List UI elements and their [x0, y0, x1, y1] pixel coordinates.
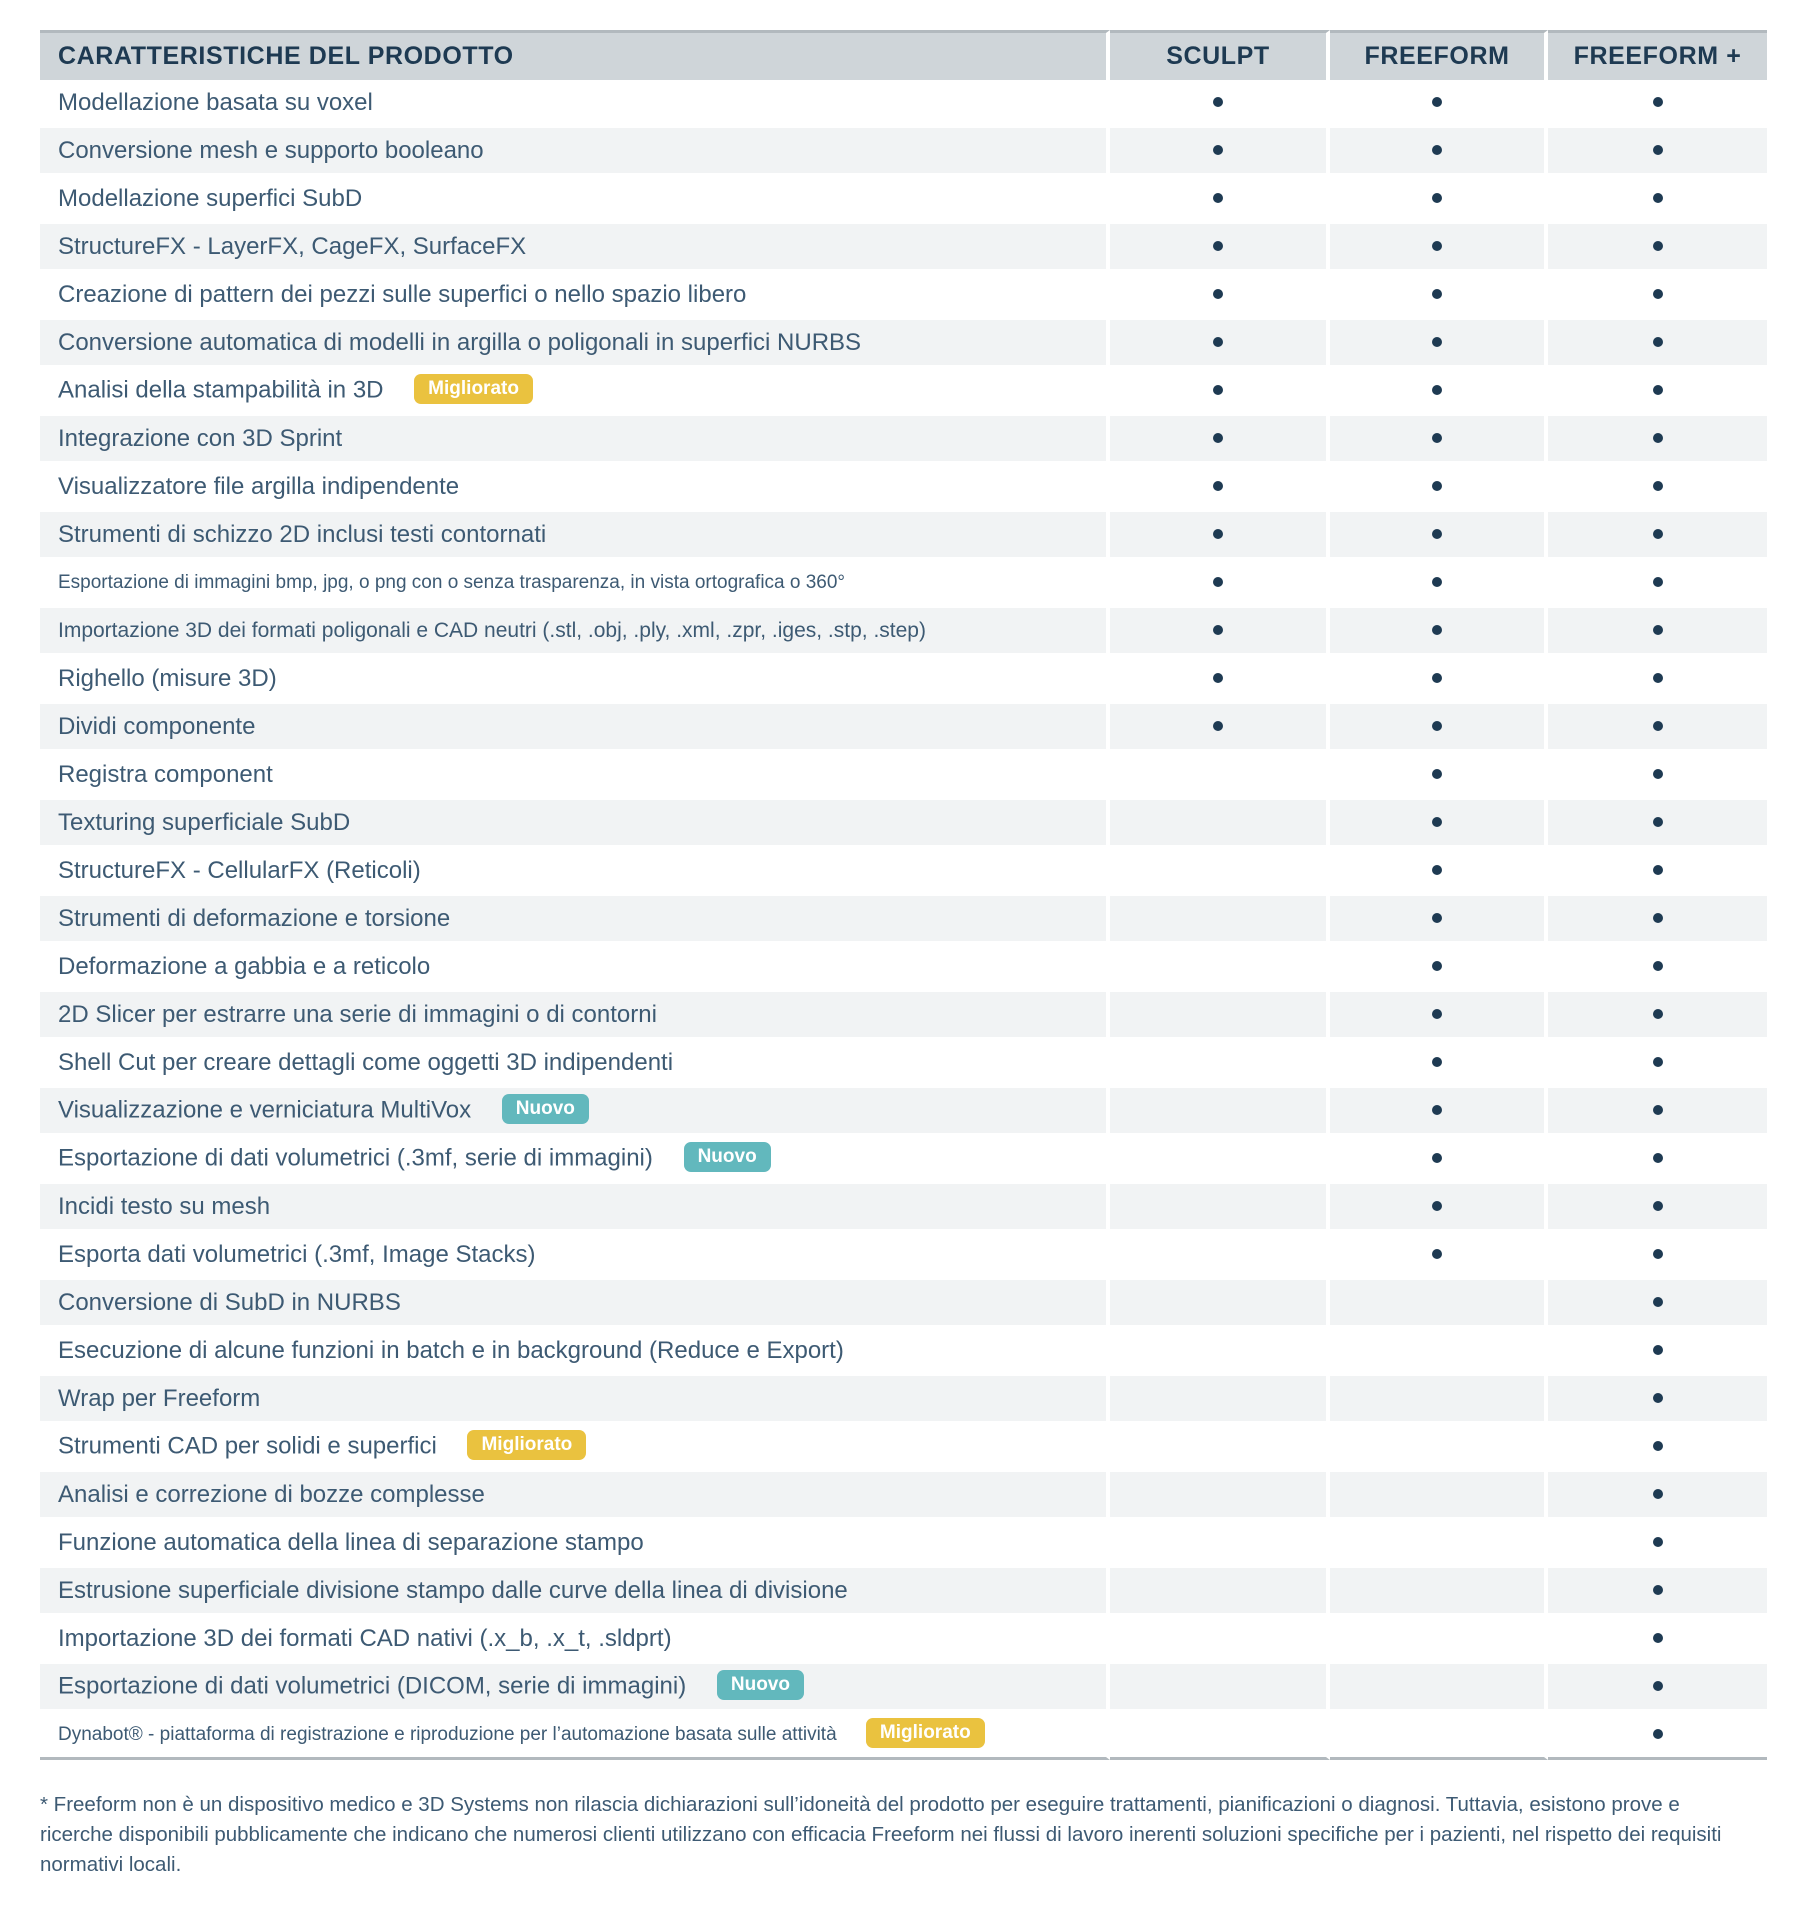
- sculpt-cell: [1110, 1088, 1330, 1136]
- feature-cell: [40, 1136, 1110, 1184]
- feature-cell: [40, 1328, 1110, 1376]
- freeform-cell: [1330, 656, 1548, 704]
- included-dot-icon: [1432, 1201, 1442, 1211]
- feature-cell: [40, 368, 1110, 416]
- included-dot-icon: [1213, 337, 1223, 347]
- included-dot-icon: [1653, 913, 1663, 923]
- included-dot-icon: [1653, 1729, 1663, 1739]
- freeform-plus-cell: [1548, 896, 1767, 944]
- included-dot-icon: [1653, 97, 1663, 107]
- included-dot-icon: [1432, 433, 1442, 443]
- table-row: [40, 416, 1767, 464]
- freeform-cell: [1330, 1088, 1548, 1136]
- freeform-plus-cell: [1548, 992, 1767, 1040]
- freeform-plus-cell: [1548, 944, 1767, 992]
- freeform-cell: [1330, 608, 1548, 656]
- feature-cell: [40, 512, 1110, 560]
- freeform-cell: [1330, 752, 1548, 800]
- included-dot-icon: [1432, 817, 1442, 827]
- feature-cell: [40, 1616, 1110, 1664]
- table-row: [40, 560, 1767, 608]
- feature-cell: [40, 656, 1110, 704]
- included-dot-icon: [1653, 769, 1663, 779]
- footnote: * Freeform non è un dispositivo medico e 3D Systems non rilascia dichiarazioni sull’idoneità del prodotto per eseguire trattamenti, pianificazioni o diagnosi. Tuttavia, esistono prove e ricerche disponibili pubblicamente che indicano che numerosi clienti utilizzano con efficacia Freeform nei flussi di lavoro inerenti soluzioni specifiche per i pazienti, nel rispetto dei requisiti normativi locali.: [40, 1793, 1722, 1876]
- freeform-cell: [1330, 704, 1548, 752]
- feature-badge: Nuovo: [717, 1670, 804, 1700]
- included-dot-icon: [1432, 1105, 1442, 1115]
- feature-label: Dynabot® - piattaforma di registrazione e riproduzione per l’automazione basata sulle attività: [58, 1723, 837, 1745]
- sculpt-cell: [1110, 992, 1330, 1040]
- included-dot-icon: [1432, 337, 1442, 347]
- freeform-cell: [1330, 1040, 1548, 1088]
- freeform-cell: [1330, 1328, 1548, 1376]
- feature-cell: [40, 800, 1110, 848]
- included-dot-icon: [1653, 289, 1663, 299]
- feature-cell: [40, 320, 1110, 368]
- feature-cell: [40, 80, 1110, 128]
- included-dot-icon: [1432, 673, 1442, 683]
- freeform-cell: [1330, 1184, 1548, 1232]
- sculpt-cell: [1110, 608, 1330, 656]
- included-dot-icon: [1653, 1537, 1663, 1547]
- table-row: [40, 1136, 1767, 1184]
- table-row: [40, 1568, 1767, 1616]
- feature-cell: [40, 176, 1110, 224]
- freeform-cell: [1330, 800, 1548, 848]
- feature-label: Integrazione con 3D Sprint: [58, 424, 343, 452]
- freeform-cell: [1330, 224, 1548, 272]
- feature-label: StructureFX - LayerFX, CageFX, SurfaceFX: [58, 232, 527, 260]
- feature-label: Strumenti di deformazione e torsione: [58, 904, 451, 932]
- feature-label: Importazione 3D dei formati CAD nativi (.x_b, .x_t, .sldprt): [58, 1624, 672, 1652]
- feature-cell: [40, 560, 1110, 608]
- included-dot-icon: [1432, 913, 1442, 923]
- feature-badge: Migliorato: [414, 374, 533, 404]
- feature-label: Visualizzazione e verniciatura MultiVox: [58, 1095, 472, 1123]
- table-row: [40, 224, 1767, 272]
- feature-cell: [40, 1184, 1110, 1232]
- freeform-plus-cell: [1548, 1712, 1767, 1760]
- freeform-plus-cell: [1548, 1376, 1767, 1424]
- feature-cell: [40, 1472, 1110, 1520]
- included-dot-icon: [1653, 673, 1663, 683]
- freeform-cell: [1330, 944, 1548, 992]
- included-dot-icon: [1653, 145, 1663, 155]
- feature-cell: [40, 1232, 1110, 1280]
- freeform-plus-cell: [1548, 80, 1767, 128]
- included-dot-icon: [1653, 1105, 1663, 1115]
- feature-label: Incidi testo su mesh: [58, 1192, 271, 1220]
- feature-label: StructureFX - CellularFX (Reticoli): [58, 856, 421, 884]
- feature-cell: [40, 128, 1110, 176]
- table-row: [40, 848, 1767, 896]
- included-dot-icon: [1432, 625, 1442, 635]
- freeform-cell: [1330, 560, 1548, 608]
- freeform-plus-cell: [1548, 464, 1767, 512]
- sculpt-cell: [1110, 1040, 1330, 1088]
- sculpt-cell: [1110, 848, 1330, 896]
- included-dot-icon: [1653, 721, 1663, 731]
- freeform-plus-cell: [1548, 560, 1767, 608]
- feature-cell: [40, 1040, 1110, 1088]
- included-dot-icon: [1653, 577, 1663, 587]
- feature-cell: [40, 608, 1110, 656]
- feature-badge: Migliorato: [467, 1430, 586, 1460]
- sculpt-cell: [1110, 944, 1330, 992]
- freeform-plus-cell: [1548, 800, 1767, 848]
- included-dot-icon: [1653, 961, 1663, 971]
- included-dot-icon: [1432, 97, 1442, 107]
- freeform-cell: [1330, 1568, 1548, 1616]
- feature-cell: [40, 1376, 1110, 1424]
- included-dot-icon: [1653, 1441, 1663, 1451]
- sculpt-cell: [1110, 368, 1330, 416]
- freeform-plus-cell: [1548, 272, 1767, 320]
- sculpt-cell: [1110, 800, 1330, 848]
- feature-badge: Migliorato: [866, 1718, 985, 1748]
- freeform-plus-cell: [1548, 1136, 1767, 1184]
- sculpt-cell: [1110, 1616, 1330, 1664]
- included-dot-icon: [1653, 1585, 1663, 1595]
- table-row: [40, 1712, 1767, 1760]
- freeform-plus-cell: [1548, 656, 1767, 704]
- feature-label: Modellazione superfici SubD: [58, 184, 363, 212]
- included-dot-icon: [1653, 481, 1663, 491]
- feature-cell: [40, 1712, 1110, 1760]
- table-row: [40, 272, 1767, 320]
- feature-label: Conversione di SubD in NURBS: [58, 1288, 401, 1316]
- sculpt-cell: [1110, 320, 1330, 368]
- feature-cell: [40, 752, 1110, 800]
- table-header-row: [40, 30, 1767, 80]
- freeform-cell: [1330, 416, 1548, 464]
- feature-label: Dividi componente: [58, 712, 256, 740]
- included-dot-icon: [1213, 193, 1223, 203]
- freeform-plus-cell: [1548, 1088, 1767, 1136]
- feature-label: Strumenti CAD per solidi e superfici: [58, 1431, 437, 1459]
- sculpt-cell: [1110, 560, 1330, 608]
- feature-cell: [40, 224, 1110, 272]
- freeform-cell: [1330, 1712, 1548, 1760]
- sculpt-cell: [1110, 1472, 1330, 1520]
- table-row: [40, 128, 1767, 176]
- included-dot-icon: [1213, 529, 1223, 539]
- sculpt-cell: [1110, 1712, 1330, 1760]
- freeform-cell: [1330, 1616, 1548, 1664]
- table-row: [40, 176, 1767, 224]
- freeform-cell: [1330, 80, 1548, 128]
- included-dot-icon: [1432, 865, 1442, 875]
- included-dot-icon: [1432, 241, 1442, 251]
- included-dot-icon: [1653, 1633, 1663, 1643]
- table-row: [40, 896, 1767, 944]
- sculpt-cell: [1110, 896, 1330, 944]
- sculpt-cell: [1110, 128, 1330, 176]
- freeform-plus-cell: [1548, 1328, 1767, 1376]
- freeform-cell: [1330, 176, 1548, 224]
- feature-label: Analisi della stampabilità in 3D: [58, 375, 384, 403]
- included-dot-icon: [1432, 289, 1442, 299]
- included-dot-icon: [1213, 145, 1223, 155]
- feature-label: Analisi e correzione di bozze complesse: [58, 1480, 485, 1508]
- table-body: [40, 80, 1767, 1760]
- included-dot-icon: [1213, 673, 1223, 683]
- included-dot-icon: [1653, 385, 1663, 395]
- freeform-plus-cell: [1548, 320, 1767, 368]
- feature-cell: [40, 944, 1110, 992]
- feature-cell: [40, 848, 1110, 896]
- included-dot-icon: [1432, 145, 1442, 155]
- included-dot-icon: [1653, 337, 1663, 347]
- freeform-cell: [1330, 368, 1548, 416]
- freeform-plus-cell: [1548, 1568, 1767, 1616]
- included-dot-icon: [1653, 1057, 1663, 1067]
- freeform-plus-cell: [1548, 176, 1767, 224]
- feature-cell: [40, 1664, 1110, 1712]
- feature-badge: Nuovo: [502, 1094, 589, 1124]
- feature-label: Esportazione di immagini bmp, jpg, o png con o senza trasparenza, in vista ortografica o 360°: [58, 571, 846, 593]
- table-row: [40, 704, 1767, 752]
- feature-cell: [40, 896, 1110, 944]
- freeform-plus-cell: [1548, 1616, 1767, 1664]
- freeform-cell: [1330, 1232, 1548, 1280]
- freeform-cell: [1330, 1664, 1548, 1712]
- feature-label: Visualizzatore file argilla indipendente: [58, 472, 460, 500]
- table-row: [40, 1040, 1767, 1088]
- feature-label: Strumenti di schizzo 2D inclusi testi contornati: [58, 520, 547, 548]
- table-row: [40, 1232, 1767, 1280]
- included-dot-icon: [1653, 193, 1663, 203]
- included-dot-icon: [1213, 241, 1223, 251]
- sculpt-cell: [1110, 512, 1330, 560]
- feature-label: Conversione automatica di modelli in argilla o poligonali in superfici NURBS: [58, 328, 862, 356]
- freeform-cell: [1330, 896, 1548, 944]
- included-dot-icon: [1653, 241, 1663, 251]
- feature-cell: [40, 1280, 1110, 1328]
- table-row: [40, 1472, 1767, 1520]
- feature-cell: [40, 1568, 1110, 1616]
- sculpt-cell: [1110, 464, 1330, 512]
- feature-cell: [40, 992, 1110, 1040]
- included-dot-icon: [1653, 1249, 1663, 1259]
- table-row: [40, 368, 1767, 416]
- sculpt-cell: [1110, 224, 1330, 272]
- feature-cell: [40, 1424, 1110, 1472]
- features-column-header: CARATTERISTICHE DEL PRODOTTO: [40, 30, 1110, 80]
- included-dot-icon: [1653, 1297, 1663, 1307]
- column-header-freeform: FREEFORM: [1330, 30, 1548, 80]
- table-row: [40, 1280, 1767, 1328]
- freeform-cell: [1330, 512, 1548, 560]
- freeform-plus-cell: [1548, 224, 1767, 272]
- freeform-cell: [1330, 272, 1548, 320]
- feature-label: Modellazione basata su voxel: [58, 88, 373, 116]
- sculpt-cell: [1110, 176, 1330, 224]
- included-dot-icon: [1432, 1249, 1442, 1259]
- freeform-cell: [1330, 464, 1548, 512]
- freeform-plus-cell: [1548, 128, 1767, 176]
- column-header-sculpt: SCULPT: [1110, 30, 1330, 80]
- feature-label: Wrap per Freeform: [58, 1384, 261, 1412]
- sculpt-cell: [1110, 1328, 1330, 1376]
- included-dot-icon: [1653, 625, 1663, 635]
- freeform-plus-cell: [1548, 1520, 1767, 1568]
- freeform-cell: [1330, 1424, 1548, 1472]
- table-row: [40, 944, 1767, 992]
- sculpt-cell: [1110, 1184, 1330, 1232]
- sculpt-cell: [1110, 1376, 1330, 1424]
- included-dot-icon: [1653, 1489, 1663, 1499]
- freeform-plus-cell: [1548, 1184, 1767, 1232]
- included-dot-icon: [1653, 1345, 1663, 1355]
- feature-label: Deformazione a gabbia e a reticolo: [58, 952, 431, 980]
- sculpt-cell: [1110, 1280, 1330, 1328]
- freeform-plus-cell: [1548, 416, 1767, 464]
- feature-label: Esporta dati volumetrici (.3mf, Image Stacks): [58, 1240, 536, 1268]
- freeform-plus-cell: [1548, 752, 1767, 800]
- feature-label: Shell Cut per creare dettagli come oggetti 3D indipendenti: [58, 1048, 674, 1076]
- included-dot-icon: [1653, 817, 1663, 827]
- table-row: [40, 752, 1767, 800]
- feature-label: Funzione automatica della linea di separazione stampo: [58, 1528, 644, 1556]
- feature-cell: [40, 272, 1110, 320]
- feature-label: Esportazione di dati volumetrici (.3mf, serie di immagini): [58, 1143, 653, 1171]
- table-row: [40, 320, 1767, 368]
- table-row: [40, 608, 1767, 656]
- feature-label: 2D Slicer per estrarre una serie di immagini o di contorni: [58, 1000, 657, 1028]
- feature-cell: [40, 416, 1110, 464]
- table-row: [40, 464, 1767, 512]
- freeform-plus-cell: [1548, 1280, 1767, 1328]
- sculpt-cell: [1110, 80, 1330, 128]
- freeform-plus-cell: [1548, 1232, 1767, 1280]
- freeform-plus-cell: [1548, 1424, 1767, 1472]
- sculpt-cell: [1110, 1424, 1330, 1472]
- feature-label: Texturing superficiale SubD: [58, 808, 351, 836]
- table-row: [40, 1184, 1767, 1232]
- feature-badge: Nuovo: [684, 1142, 771, 1172]
- sculpt-cell: [1110, 1568, 1330, 1616]
- freeform-plus-cell: [1548, 512, 1767, 560]
- freeform-plus-cell: [1548, 704, 1767, 752]
- freeform-cell: [1330, 1376, 1548, 1424]
- sculpt-cell: [1110, 1520, 1330, 1568]
- table-row: [40, 992, 1767, 1040]
- included-dot-icon: [1432, 1009, 1442, 1019]
- column-header-freeform-plus: FREEFORM +: [1548, 30, 1767, 80]
- included-dot-icon: [1213, 289, 1223, 299]
- freeform-plus-cell: [1548, 1664, 1767, 1712]
- table-row: [40, 656, 1767, 704]
- freeform-plus-cell: [1548, 1040, 1767, 1088]
- included-dot-icon: [1213, 577, 1223, 587]
- freeform-cell: [1330, 992, 1548, 1040]
- included-dot-icon: [1653, 1153, 1663, 1163]
- feature-label: Esecuzione di alcune funzioni in batch e in background (Reduce e Export): [58, 1336, 844, 1364]
- included-dot-icon: [1213, 433, 1223, 443]
- feature-cell: [40, 704, 1110, 752]
- included-dot-icon: [1432, 1057, 1442, 1067]
- included-dot-icon: [1213, 625, 1223, 635]
- included-dot-icon: [1653, 1201, 1663, 1211]
- feature-cell: [40, 1088, 1110, 1136]
- included-dot-icon: [1653, 865, 1663, 875]
- sculpt-cell: [1110, 752, 1330, 800]
- feature-label: Importazione 3D dei formati poligonali e CAD neutri (.stl, .obj, .ply, .xml, .zpr, .iges, .stp, .step): [58, 618, 926, 642]
- included-dot-icon: [1653, 529, 1663, 539]
- included-dot-icon: [1432, 721, 1442, 731]
- sculpt-cell: [1110, 704, 1330, 752]
- included-dot-icon: [1432, 193, 1442, 203]
- freeform-cell: [1330, 1136, 1548, 1184]
- feature-label: Righello (misure 3D): [58, 664, 277, 692]
- table-row: [40, 1376, 1767, 1424]
- included-dot-icon: [1653, 433, 1663, 443]
- table-row: [40, 1328, 1767, 1376]
- included-dot-icon: [1653, 1681, 1663, 1691]
- freeform-plus-cell: [1548, 608, 1767, 656]
- table-row: [40, 512, 1767, 560]
- table-row: [40, 1520, 1767, 1568]
- feature-cell: [40, 1520, 1110, 1568]
- included-dot-icon: [1213, 385, 1223, 395]
- sculpt-cell: [1110, 416, 1330, 464]
- included-dot-icon: [1653, 1009, 1663, 1019]
- freeform-cell: [1330, 1280, 1548, 1328]
- included-dot-icon: [1432, 481, 1442, 491]
- sculpt-cell: [1110, 1232, 1330, 1280]
- table-row: [40, 1424, 1767, 1472]
- included-dot-icon: [1432, 769, 1442, 779]
- included-dot-icon: [1213, 97, 1223, 107]
- feature-label: Esportazione di dati volumetrici (DICOM, serie di immagini): [58, 1671, 687, 1699]
- freeform-cell: [1330, 320, 1548, 368]
- freeform-plus-cell: [1548, 848, 1767, 896]
- feature-label: Estrusione superficiale divisione stampo dalle curve della linea di divisione: [58, 1576, 848, 1604]
- freeform-cell: [1330, 848, 1548, 896]
- feature-label: Conversione mesh e supporto booleano: [58, 136, 484, 164]
- table-row: [40, 1616, 1767, 1664]
- sculpt-cell: [1110, 1664, 1330, 1712]
- included-dot-icon: [1432, 385, 1442, 395]
- table-row: [40, 80, 1767, 128]
- freeform-plus-cell: [1548, 1472, 1767, 1520]
- feature-cell: [40, 464, 1110, 512]
- included-dot-icon: [1213, 721, 1223, 731]
- sculpt-cell: [1110, 656, 1330, 704]
- included-dot-icon: [1432, 577, 1442, 587]
- sculpt-cell: [1110, 272, 1330, 320]
- feature-label: Creazione di pattern dei pezzi sulle superfici o nello spazio libero: [58, 280, 747, 308]
- sculpt-cell: [1110, 1136, 1330, 1184]
- freeform-cell: [1330, 1472, 1548, 1520]
- feature-label: Registra component: [58, 760, 273, 788]
- freeform-cell: [1330, 128, 1548, 176]
- included-dot-icon: [1432, 1153, 1442, 1163]
- table-row: [40, 1088, 1767, 1136]
- product-features-table: [40, 30, 1767, 1760]
- included-dot-icon: [1213, 481, 1223, 491]
- included-dot-icon: [1653, 1393, 1663, 1403]
- table-row: [40, 1664, 1767, 1712]
- freeform-plus-cell: [1548, 368, 1767, 416]
- freeform-cell: [1330, 1520, 1548, 1568]
- included-dot-icon: [1432, 529, 1442, 539]
- table-row: [40, 800, 1767, 848]
- included-dot-icon: [1432, 961, 1442, 971]
